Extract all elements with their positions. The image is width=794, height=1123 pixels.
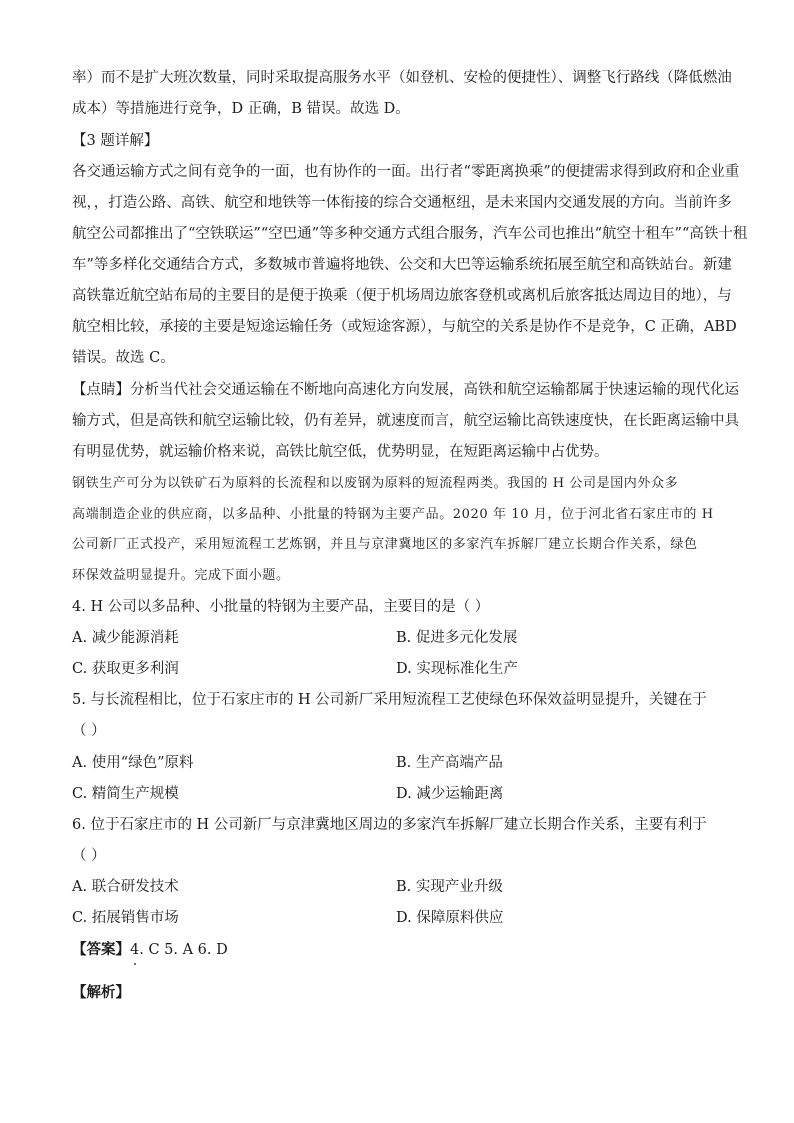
question-4-option-c: C. 获取更多利润 bbox=[72, 661, 179, 677]
question-6-option-a: A. 联合研发技术 bbox=[72, 879, 179, 895]
question-5-stem-cont: （ ） bbox=[72, 723, 106, 739]
section3-line: 错误。故选 C。 bbox=[72, 350, 175, 366]
answer-line bbox=[72, 940, 228, 960]
question-6-stem: 6. 位于石家庄市的 H 公司新厂与京津冀地区周边的多家汽车拆解厂建立长期合作关系，主要有利于 bbox=[72, 817, 707, 833]
question-4-option-d: D. 实现标准化生产 bbox=[396, 661, 518, 677]
passage-line: 环保效益明显提升。完成下面小题。 bbox=[72, 568, 290, 583]
section3-line: 车”等多样化交通结合方式，多数城市普遍将地铁、公交和大巴等运输系统拓展至航空和高铁站台。新建 bbox=[72, 257, 732, 273]
question-6-option-b: B. 实现产业升级 bbox=[396, 879, 503, 895]
analysis-header: 【解析】 bbox=[72, 984, 130, 1001]
question-6-stem-cont: （ ） bbox=[72, 848, 106, 864]
section3-line: 各交通运输方式之间有竞争的一面，也有协作的一面。出行者“零距离换乘”的便捷需求得到政府和企业重 bbox=[72, 164, 740, 180]
question-5-option-a: A. 使用“绿色”原料 bbox=[72, 755, 194, 771]
passage-line: 高端制造企业的供应商，以多品种、小批量的特钢为主要产品。2020 年 10 月，位于河北省石家庄市的 H bbox=[72, 507, 714, 522]
tip-line: 有明显优势，就运输价格来说，高铁比航空低，优势明显，在短距离运输中占优势。 bbox=[72, 444, 609, 460]
passage-line: 公司新厂正式投产，采用短流程工艺炼钢，并且与京津冀地区的多家汽车拆解厂建立长期合作关系，绿色 bbox=[72, 537, 698, 552]
passage-line: 钢铁生产可分为以铁矿石为原料的长流程和以废钢为原料的短流程两类。我国的 H 公司是国内外众多 bbox=[72, 476, 679, 491]
question-5-stem: 5. 与长流程相比，位于石家庄市的 H 公司新厂采用短流程工艺使绿色环保效益明显提升，关键在于 bbox=[72, 692, 707, 708]
question-5-option-c: C. 精简生产规模 bbox=[72, 786, 179, 802]
section3-line: 航空公司都推出了“空铁联运”“空巴通”等多种交通方式组合服务，汽车公司也推出“航空十租车”“高铁十租 bbox=[72, 226, 748, 242]
answer-label: 【答案】 bbox=[72, 941, 130, 958]
answer-text: 4. C 5. A 6. D bbox=[130, 942, 228, 958]
stray-dot bbox=[134, 963, 136, 965]
section3-line: 航空相比较，承接的主要是短途运输任务（或短途客源），与航空的关系是协作不是竞争，C 正确，ABD bbox=[72, 319, 737, 335]
question-4-stem: 4. H 公司以多品种、小批量的特钢为主要产品，主要目的是（ ） bbox=[72, 599, 490, 615]
question-5-option-d: D. 减少运输距离 bbox=[396, 786, 504, 802]
tip-line: 输方式，但是高铁和航空运输比较，仍有差异，就速度而言，航空运输比高铁速度快，在长距离运输中具 bbox=[72, 413, 739, 429]
question-4-option-a: A. 减少能源消耗 bbox=[72, 630, 179, 646]
intro-line: 率）而不是扩大班次数量，同时采取提高服务水平（如登机、安检的便捷性）、调整飞行路线（降低燃油 bbox=[72, 70, 732, 86]
question-5-option-b: B. 生产高端产品 bbox=[396, 755, 503, 771]
tip-line: 【点睛】分析当代社会交通运输在不断地向高速化方向发展，高铁和航空运输都属于快速运输的现代化运 bbox=[72, 382, 739, 398]
section3-line: 视，，打造公路、高铁、航空和地铁等一体衔接的综合交通枢纽，是未来国内交通发展的方向。当前许多 bbox=[72, 195, 732, 211]
intro-line: 成本）等措施进行竞争，D 正确，B 错误。故选 D。 bbox=[72, 101, 410, 117]
question-6-option-c: C. 拓展销售市场 bbox=[72, 910, 179, 926]
question-4-option-b: B. 促进多元化发展 bbox=[396, 630, 518, 646]
section3-line: 高铁靠近航空站布局的主要目的是便于换乘（便于机场周边旅客登机或离机后旅客抵达周边目的地），与 bbox=[72, 288, 732, 304]
question-6-option-d: D. 保障原料供应 bbox=[396, 910, 504, 926]
section3-header: 【3 题详解】 bbox=[72, 133, 159, 149]
